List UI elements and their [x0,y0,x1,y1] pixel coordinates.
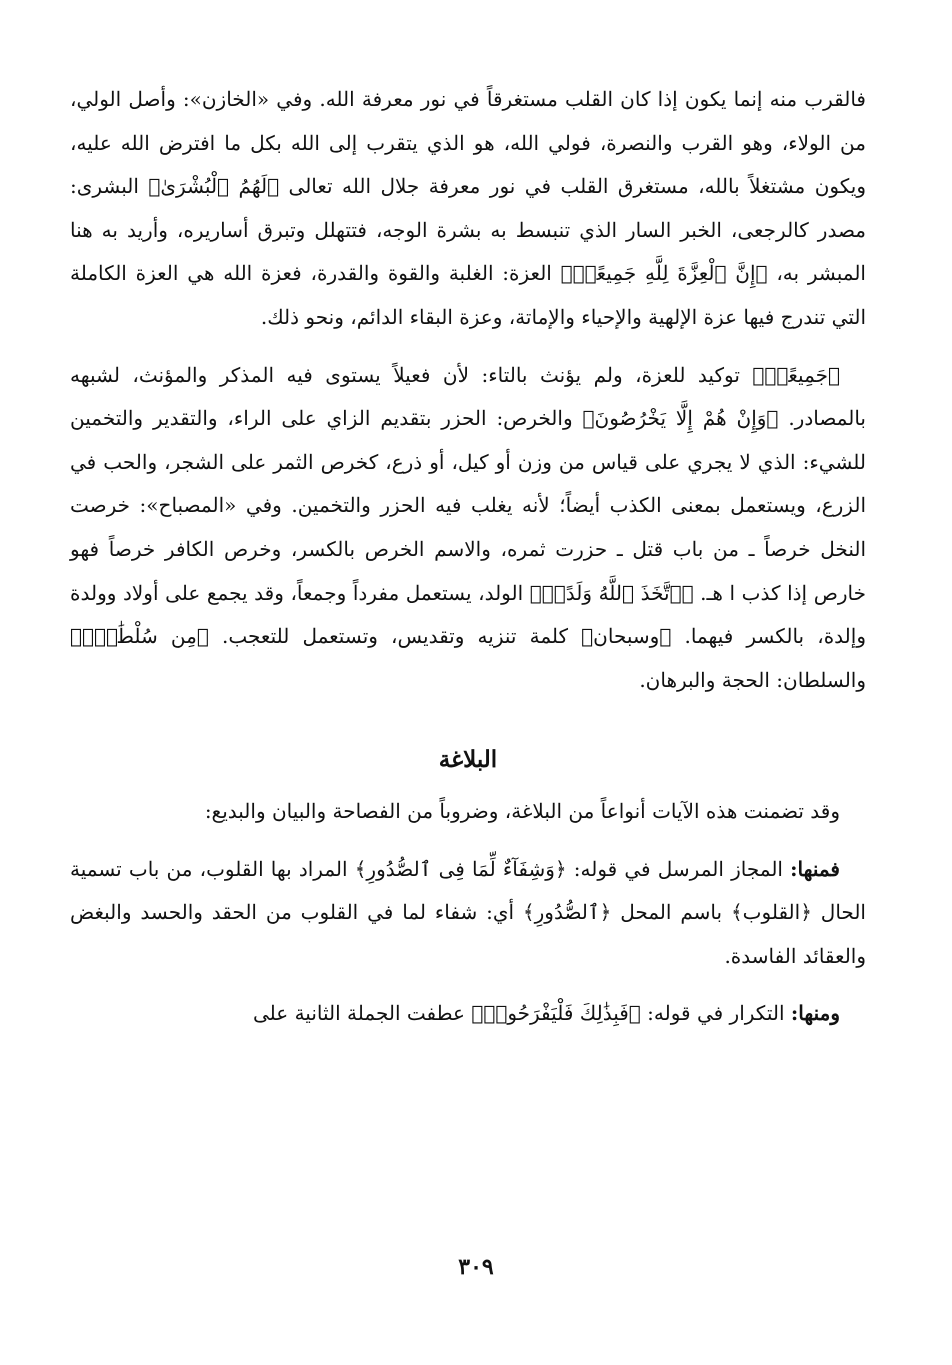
rhetoric-item-1 [70,848,866,979]
paragraph-1: فالقرب منه إنما يكون إذا كان القلب مستغرقاً في نور معرفة الله. وفي «الخازن»: وأصل الولي، من الولاء، وهو القرب والنصرة، فولي الله، هو الذي يتقرب إلى الله بكل ما افترض الله عليه، ويكون مشتغلاً بالله، مستغرق القلب في نور معرفة جلال الله تعالى ﴿لَهُمُ ٱلْبُشْرَىٰ﴾ البشرى: مصدر كالرجعى، الخبر السار الذي تنبسط به بشرة الوجه، فتتهلل وتبرق أساريره، وأريد به هنا المبشر به، ﴿إِنَّ ٱلْعِزَّةَ لِلَّهِ جَمِيعًاۚ﴾ العزة: الغلبة والقوة والقدرة، فعزة الله هي العزة الكاملة التي تندرج فيها عزة الإلهية والإحياء والإماتة، وعزة البقاء الدائم، ونحو ذلك. [70,87,866,329]
rhetoric-item-1-text: المجاز المرسل في قوله: ﴿وَشِفَآءٌ لِّمَا فِى ٱلصُّدُورِ﴾ المراد بها القلوب، من باب تسمية الحال ﴿القلوب﴾ باسم المحل ﴿ٱلصُّدُورِ﴾ أي: شفاء لما في القلوب من الحقد والحسد والبغض والعقائد الفاسدة. [70,856,866,968]
section-intro: وقد تضمنت هذه الآيات أنواعاً من البلاغة، وضروباً من الفصاحة والبيان والبديع: [204,798,840,823]
section-heading: البلاغة [438,746,498,774]
rhetoric-item-2 [70,992,866,1036]
rhetoric-item-2-lead: ومنها: [790,1001,840,1026]
page-number: ٣٠٩ [458,1254,494,1280]
paragraph-2: ﴿جَمِيعًاۚ﴾ توكيد للعزة، ولم يؤنث بالتاء: لأن فعيلاً يستوى فيه المذكر والمؤنث، لشبهه بالمصادر. ﴿وَإِنْ هُمْ إِلَّا يَخْرُصُونَ﴾ والخرص: الحزر بتقديم الزاي على الراء، والتقدير والتخمين للشيء: الذي لا يجري على قياس من وزن أو كيل، أو ذرع، كخرص الثمر على الشجر، والحب في الزرع، ويستعمل بمعنى الكذب أيضاً؛ لأنه يغلب فيه الحزر والتخمين. وفي «المصباح»: خرصت النخل خرصاً ـ من باب قتل ـ حزرت ثمره، والاسم الخرص بالكسر، وخرص الكافر خرصاً فهو خارص إذا كذب ا هـ. ﴿ٱتَّخَذَ ٱللَّهُ وَلَدًاۗ﴾ الولد، يستعمل مفرداً وجمعاً، وقد يجمع على أولاد وولدة وإلدة، بالكسر فيهما. ﴿وسبحان﴾ كلمة تنزيه وتقديس، وتستعمل للتعجب. ﴿مِن سُلْطَٰنٍۭ﴾ والسلطان: الحجة والبرهان. [70,362,866,692]
rhetoric-item-2-text: التكرار في قوله: ﴿فَبِذَٰلِكَ فَلْيَفْرَحُوا۟﴾ عطفت الجملة الثانية على [253,1001,791,1026]
page-body [70,78,866,1036]
rhetoric-item-1-lead: فمنها: [790,856,840,881]
